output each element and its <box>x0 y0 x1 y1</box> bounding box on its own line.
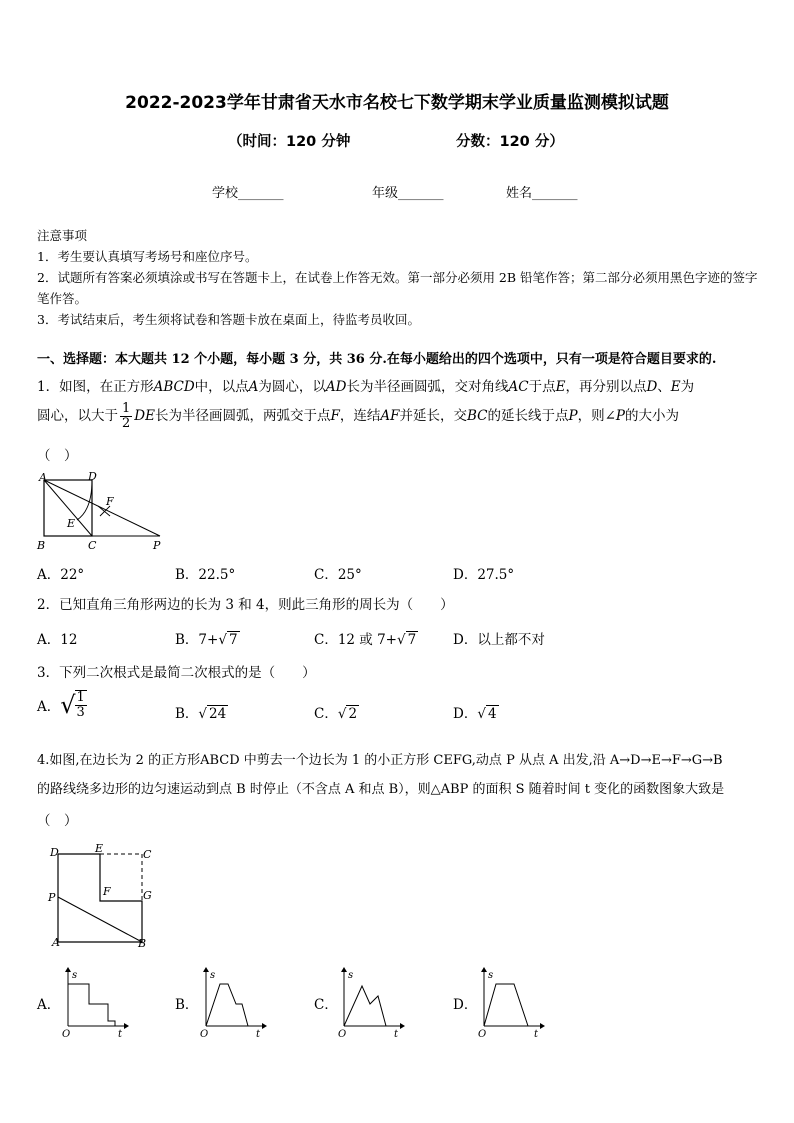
svg-text:t: t <box>118 1029 123 1040</box>
q4-option-d[interactable]: D． <box>453 997 478 1013</box>
svg-text:s: s <box>348 970 354 981</box>
q1-line-2: 圆心，以大于 $\frac{1}{2}$ DE长为半径画圆弧，两弧交于点F，连结AF并延长，交BC的延长线于点P，则∠P的大小为 <box>37 401 679 431</box>
q4-label-d: D <box>50 846 59 859</box>
exam-score: 分数：120 分） <box>456 134 564 150</box>
notes-section <box>37 225 759 330</box>
q1-label-p: P <box>153 539 161 552</box>
q4-label-c: C <box>143 848 152 861</box>
svg-text:O: O <box>62 1029 71 1040</box>
q1-paren: （ ） <box>37 448 78 464</box>
q1-label-d: D <box>88 470 97 483</box>
svg-text:s: s <box>210 970 216 981</box>
svg-text:t: t <box>256 1029 261 1040</box>
note-item-2: 2．试题所有答案必须填涂或书写在答题卡上，在试卷上作答无效。第一部分必须用 2B 铅笔作答；第二部分必须用黑色字迹的签字笔作答。 <box>37 270 758 306</box>
svg-text:O: O <box>338 1029 347 1040</box>
q4-option-b[interactable]: B． <box>175 997 199 1013</box>
q4-graph-c <box>336 966 406 1040</box>
q4-graph-a <box>60 966 130 1040</box>
q1-option-c[interactable]: C．25° <box>314 567 362 583</box>
q3-option-d[interactable]: D．√ 4 <box>453 706 497 722</box>
svg-text:t: t <box>534 1029 539 1040</box>
q1-label-b: B <box>37 539 46 552</box>
notes-heading: 注意事项 <box>37 228 88 243</box>
q3-text: 3．下列二次根式是最简二次根式的是（ ） <box>37 665 316 681</box>
q4-label-b: B <box>138 937 147 950</box>
q2-option-b[interactable]: B．7+√ 7 <box>175 632 238 648</box>
q2-option-a[interactable]: A．12 <box>37 632 78 648</box>
half-fraction: $\frac{1}{2}$ <box>122 401 131 431</box>
q4-line-1: 4.如图,在边长为 2 的正方形ABCD 中剪去一个边长为 1 的小正方形 CEFG,动点 P 从点 A 出发,沿 A→D→E→F→G→B <box>37 753 723 768</box>
q4-label-e: E <box>95 842 104 855</box>
q3-option-a[interactable]: A．√ $\frac{1}{3}$ <box>37 690 85 720</box>
page-title: 2022-2023学年甘肃省天水市名校七下数学期末学业质量监测模拟试题 <box>125 93 669 113</box>
q1-label-f: F <box>106 495 114 508</box>
q1-option-d[interactable]: D．27.5° <box>453 567 515 583</box>
q4-option-c[interactable]: C． <box>314 997 338 1013</box>
q4-label-f: F <box>103 885 111 898</box>
name-field: 姓名_______ <box>506 186 578 201</box>
svg-text:O: O <box>200 1029 209 1040</box>
q3-option-c[interactable]: C．√ 2 <box>314 706 358 722</box>
q4-option-a[interactable]: A． <box>37 997 61 1013</box>
q1-square-figure <box>34 470 174 554</box>
q4-label-p: P <box>48 891 56 904</box>
exam-time: （时间：120 分钟 <box>228 134 351 150</box>
note-item-3: 3．考试结束后，考生须将试卷和答题卡放在桌面上，待监考员收回。 <box>37 312 420 327</box>
q4-line-2: 的路线绕多边形的边匀速运动到点 B 时停止（不含点 A 和点 B），则△ABP 的面积 S 随着时间 t 变化的函数图象大致是 <box>37 782 725 797</box>
svg-text:s: s <box>488 970 494 981</box>
q4-paren: （ ） <box>37 813 78 829</box>
q1-option-a[interactable]: A．22° <box>37 567 85 583</box>
q1-label-a: A <box>39 471 47 484</box>
section-heading: 一、选择题：本大题共 12 个小题，每小题 3 分，共 36 分.在每小题给出的四个选项中，只有一项是符合题目要求的. <box>37 352 717 367</box>
note-item-1: 1．考生要认真填写考场号和座位序号。 <box>37 249 258 264</box>
q4-graph-d <box>476 966 546 1040</box>
q4-label-g: G <box>143 889 152 902</box>
q2-text: 2．已知直角三角形两边的长为 3 和 4，则此三角形的周长为（ ） <box>37 597 454 613</box>
q1-label-e: E <box>67 517 76 530</box>
svg-text:s: s <box>72 970 78 981</box>
q4-square-figure <box>44 840 164 952</box>
svg-text:t: t <box>394 1029 399 1040</box>
q4-label-a: A <box>52 936 60 949</box>
q2-option-c[interactable]: C．12 或 7+√ 7 <box>314 632 417 648</box>
q4-graph-b <box>198 966 268 1040</box>
q1-label-c: C <box>88 539 97 552</box>
q3-option-b[interactable]: B．√ 24 <box>175 706 227 722</box>
school-field: 学校_______ <box>212 186 284 201</box>
grade-field: 年级_______ <box>372 186 444 201</box>
svg-text:O: O <box>478 1029 487 1040</box>
q1-option-b[interactable]: B．22.5° <box>175 567 236 583</box>
q2-option-d[interactable]: D．以上都不对 <box>453 632 545 648</box>
q1-line-1: 1．如图，在正方形ABCD中，以点A为圆心，以AD长为半径画圆弧，交对角线AC于点E，再分别以点D、E为 <box>37 379 695 395</box>
